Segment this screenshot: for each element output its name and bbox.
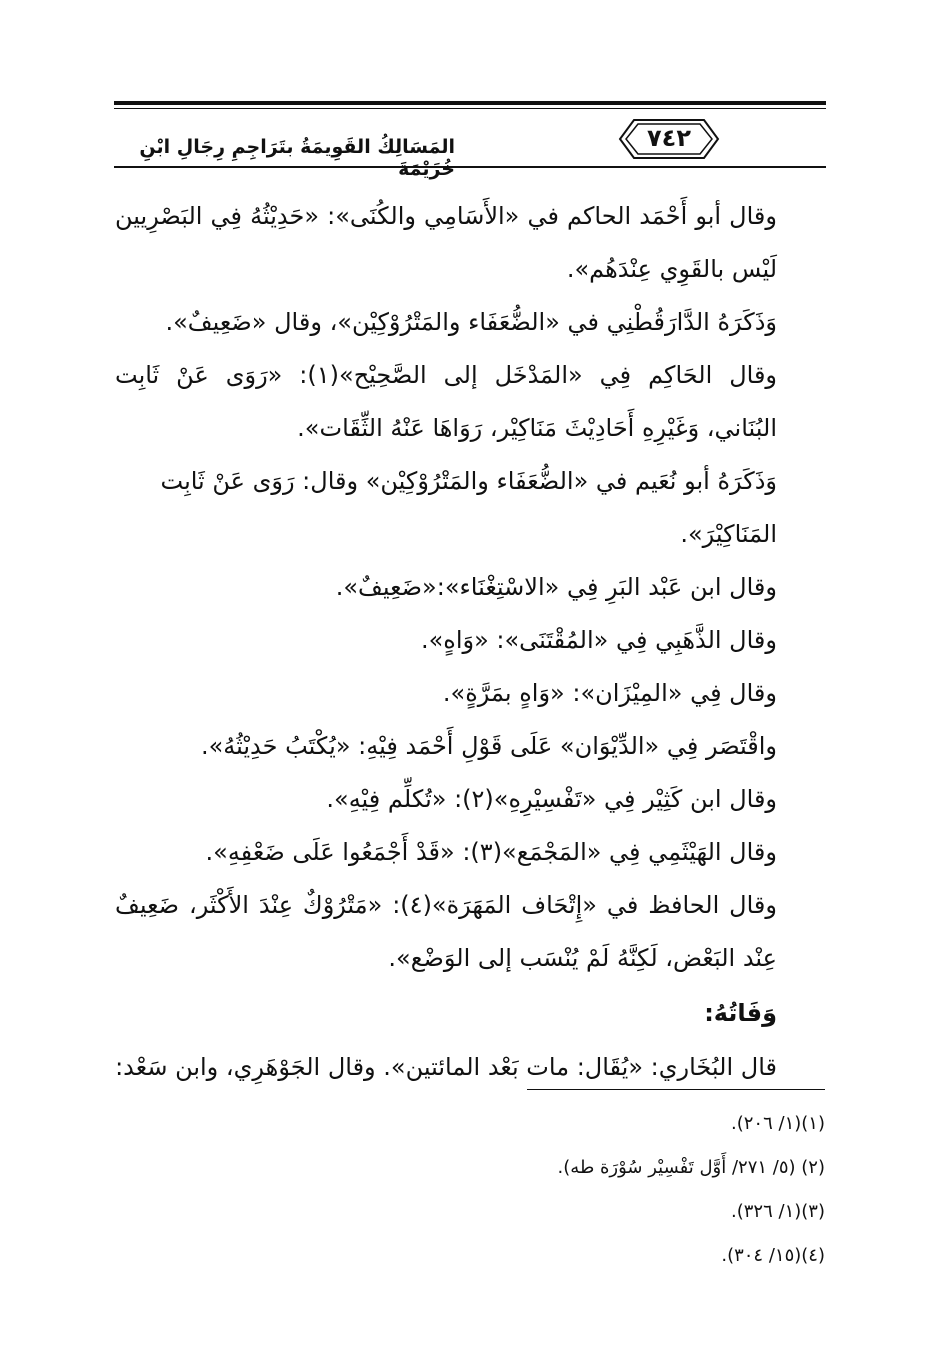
paragraph-8: واقْتَصَر فِي «الدِّيْوَان» عَلَى قَوْلِ أَحْمَد فِيْهِ: «يُكْتَبُ حَدِيْثُهُ». — [200, 732, 777, 760]
paragraph-4: وَذَكَرَهُ أبو نُعَيم في «الضُّعَفَاء والمَتْرُوْكِيْن» وقال: رَوَى عَنْ ثَابِت المَنَاكِيْرَ». — [160, 467, 777, 548]
paragraph-1: وقال أبو أَحْمَد الحاكم في «الأَسَامِي والكُنَى»: «حَدِيْثُهُ فِي البَصْرِيين لَيْس بالقَوِي عِنْدَهُم». — [115, 202, 777, 283]
header-rule-top — [114, 101, 826, 105]
paragraph-7: وقال فِي «المِيْزَان»: «وَاهٍ بمَرَّةٍ». — [442, 679, 777, 707]
paragraph-2: وَذَكَرَهُ الدَّارَقُطْنِي في «الضُّعَفَاء والمَتْرُوْكِيْن»، وقال «ضَعِيفٌ». — [165, 308, 777, 336]
paragraph-last: قال البُخَاري: «يُقَال: مات بَعْد المائتين». وقال الجَوْهَرِي، وابن سَعْد: — [115, 1053, 777, 1081]
footnotes — [300, 1102, 825, 1278]
paragraph-5: وقال ابن عَبْد البَرِ فِي «الاسْتِغْنَاء»:«ضَعِيفٌ». — [335, 573, 777, 601]
paragraph-6: وقال الذَّهَبِي فِي «المُقْتَنَى»: «وَاهٍ». — [420, 626, 777, 654]
main-text — [115, 190, 822, 1094]
running-title: المَسَالِكُ القَوِيمَةُ بتَرَاجِمِ رِجَالِ ابْنِ خُزَيْمَةَ — [139, 136, 455, 180]
paragraph-10: وقال الهَيْثَمِي فِي «المَجْمَع»(٣): «قَدْ أَجْمَعُوا عَلَى ضَعْفِهِ». — [205, 838, 777, 866]
footnote-2: (٢) (٥/ ٢٧١/ أَوَّل تَفْسِيْر سُوْرَة طه). — [557, 1157, 825, 1178]
header-rule-thin — [114, 108, 826, 109]
paragraph-3: وقال الحَاكِم فِي «المَدْخَل إلى الصَّحِيْح»(١): «رَوَى عَنْ ثَابِت البُنَاني، وَغَيْرِهِ أَحَادِيْثَ مَنَاكِيْر، رَوَاهَا عَنْهُ الثِّقَات». — [115, 361, 777, 442]
footnote-3: (٣)(١/ ٣٢٦). — [731, 1201, 825, 1222]
paragraph-9: وقال ابن كَثِيْر فِي «تَفْسِيْرِهِ»(٢): «تُكلِّم فِيْهِ». — [326, 785, 777, 813]
page-number: ٧٤٢ — [647, 124, 691, 152]
footnote-4: (٤)(١٥/ ٣٠٤). — [721, 1245, 825, 1266]
footnote-1: (١)(١/ ٢٠٦). — [731, 1113, 825, 1134]
footnote-divider — [527, 1089, 825, 1090]
paragraph-11: وقال الحافظ في «إِتْحَاف المَهَرَة»(٤): «مَتْرُوْكٌ عِنْدَ الأَكْثَر، ضَعِيفٌ عِنْد البَعْض، لَكِنَّهُ لَمْ يُنْسَب إلى الوَضْع». — [115, 891, 777, 972]
section-heading: وَفَاتُهُ: — [704, 999, 777, 1027]
